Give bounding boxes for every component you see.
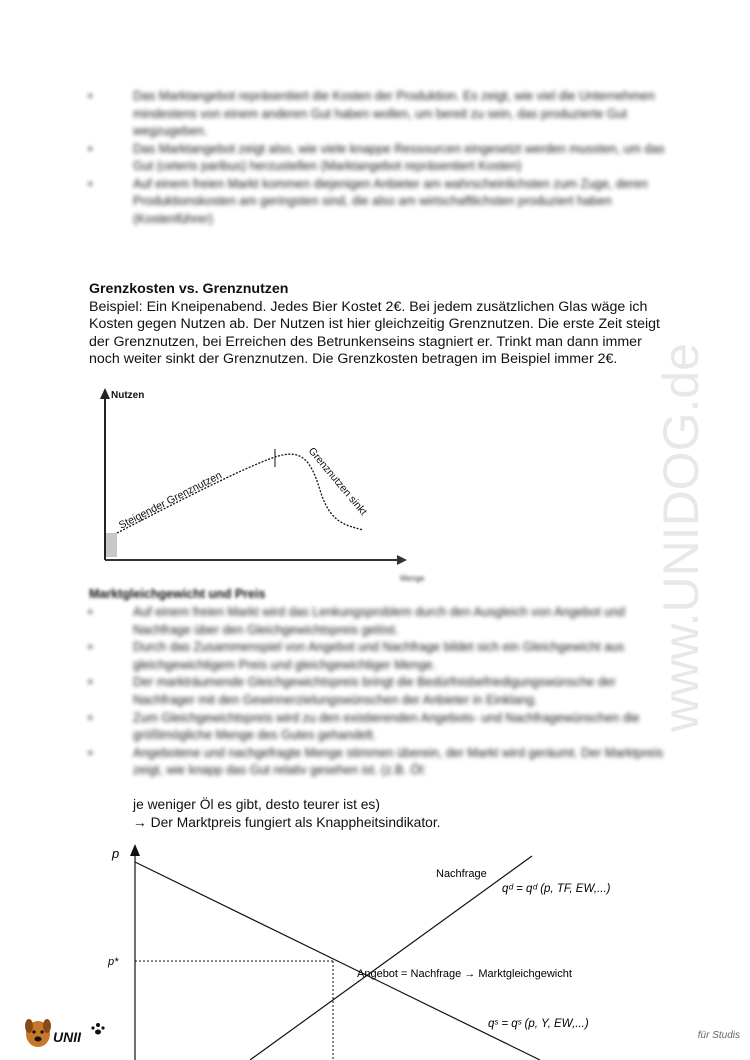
- footer-text: für Studis: [697, 1030, 740, 1041]
- list-item: [88, 674, 668, 709]
- x-axis-label: Menge: [400, 574, 425, 583]
- bullet-glyph: •: [88, 176, 93, 191]
- list-item-text: Auf einem freien Markt wird das Lenkungsproblem durch den Ausgleich von Angebot und Nachfrage über den Gleichgewichtspreis gelöst.: [133, 605, 625, 637]
- list-item-text: Zum Gleichgewichtspreis wird zu den existierenden Angebots- und Nachfragewünschen die größtmögliche Menge des Gutes gehandelt.: [133, 710, 640, 743]
- watermark: [640, 270, 720, 740]
- bullet-glyph: •: [88, 710, 93, 725]
- list-item-text: Angebotene und nachgefragte Menge stimmen überein, der Markt wird geräumt. Der Marktpreis zeigt, wie knapp das Gut relativ gesehen ist. (z.B. Öl:: [133, 745, 664, 778]
- paw-icon: [91, 1026, 94, 1029]
- list-item: [88, 639, 668, 674]
- y-axis-arrow: [130, 844, 140, 856]
- list-item: [88, 604, 668, 639]
- footer-tagline: [698, 1030, 740, 1041]
- equilibrium-label: Angebot = Nachfrage → Marktgleichgewicht: [357, 968, 572, 980]
- bullet-glyph: •: [88, 745, 93, 760]
- logo-text: UNII: [53, 1029, 81, 1045]
- list-item-text: Das Marktangebot repräsentiert die Kosten der Produktion. Es zeigt, wie viel die Unternehmen mindestens von einem anderen Gut haben wollen, um bereit zu sein, das produzierte Gut wegzugeben.: [133, 89, 655, 138]
- list-item: [88, 141, 668, 176]
- list-item-text: Das Marktangebot zeigt also, wie viele knappe Ressourcen eingesetzt werden mussten, um das Gut (ceteris paribus) herzustellen (Marktangebot repräsentiert Kosten): [133, 141, 665, 173]
- demand-formula: qᵈ = qᵈ (p, TF, EW,...): [502, 883, 611, 895]
- paw-icon: [95, 1030, 101, 1035]
- list-item: [88, 710, 668, 745]
- dog-eye-icon: [32, 1030, 35, 1033]
- bullet-glyph: •: [88, 89, 93, 103]
- list-item: [88, 88, 668, 141]
- y-axis-arrow: [100, 388, 110, 399]
- bullet-glyph: •: [88, 640, 93, 655]
- demand-label: Nachfrage: [436, 868, 487, 880]
- example-line: je weniger Öl es gibt, desto teurer ist es): [133, 797, 380, 812]
- bullet-list-top: [88, 88, 668, 228]
- dog-ear-icon: [43, 1019, 51, 1033]
- dog-eye-icon: [40, 1030, 43, 1033]
- bullet-list-marktgleichgewicht: [88, 604, 668, 780]
- marktgleichgewicht-diagram: [100, 840, 660, 1060]
- list-item: [88, 176, 668, 229]
- list-item-text: Durch das Zusammenspiel von Angebot und Nachfrage bildet sich ein Gleichgewicht aus gleichgewichtigem Preis und gleichgewichtiger Menge.: [133, 640, 625, 672]
- dog-ear-icon: [25, 1019, 33, 1033]
- conclusion-line: → Der Marktpreis fungiert als Knappheitsindikator.: [133, 815, 441, 830]
- bullet-glyph: •: [88, 675, 93, 690]
- unidog-logo: [20, 1012, 105, 1052]
- watermark-text: www.UNIDOG.de: [653, 343, 709, 732]
- section-heading: Marktgleichgewicht und Preis: [89, 587, 266, 601]
- rising-label: Steigender Grenznutzen: [116, 469, 224, 532]
- list-item-text: Auf einem freien Markt kommen diejenigen Anbieter am wahrscheinlichsten zum Zuge, deren Produktionskosten am geringsten sind, die also am wirtschaftlichsten produziert haben (Kostenführer): [133, 176, 648, 226]
- p-star-label: p*: [108, 956, 119, 968]
- y-axis-label: p: [112, 846, 120, 861]
- paw-icon: [96, 1023, 100, 1027]
- section-grenzkosten: [89, 281, 669, 369]
- bullet-glyph: •: [88, 141, 93, 156]
- bullet-glyph: •: [88, 605, 93, 619]
- section-paragraph: Beispiel: Ein Kneipenabend. Jedes Bier Kostet 2€. Bei jedem zusätzlichen Glas wäge ich Kosten gegen Nutzen ab. Der Nutzen ist hier gleichzeitig Grenznutzen. Die erste Zeit steigt der Grenznutzen, bei Erreichen des Betrunkenseins stagniert er. Trinkt man dann immer noch weiter sinkt der Grenznutzen. Die Grenzkosten betragen im Beispiel immer 2€.: [89, 298, 660, 368]
- section-heading: Grenzkosten vs. Grenznutzen: [89, 281, 289, 297]
- supply-formula: qˢ = qˢ (p, Y, EW,...): [488, 1018, 589, 1030]
- grenznutzen-diagram: [95, 385, 455, 585]
- origin-shade: [105, 533, 117, 557]
- x-axis-arrow: [397, 555, 407, 565]
- list-item: [88, 745, 668, 780]
- dog-nose-icon: [35, 1037, 42, 1042]
- y-axis-label: Nutzen: [111, 390, 145, 401]
- falling-label: Grenznutzen sinkt: [305, 445, 370, 518]
- list-item-text: Der markträumende Gleichgewichtspreis bringt die Bedürfnisbefriedigungswünsche der Nachfrager mit den Gewinnerzielungswünschen der Anbieter in Einklang.: [133, 675, 616, 707]
- paw-icon: [101, 1026, 104, 1029]
